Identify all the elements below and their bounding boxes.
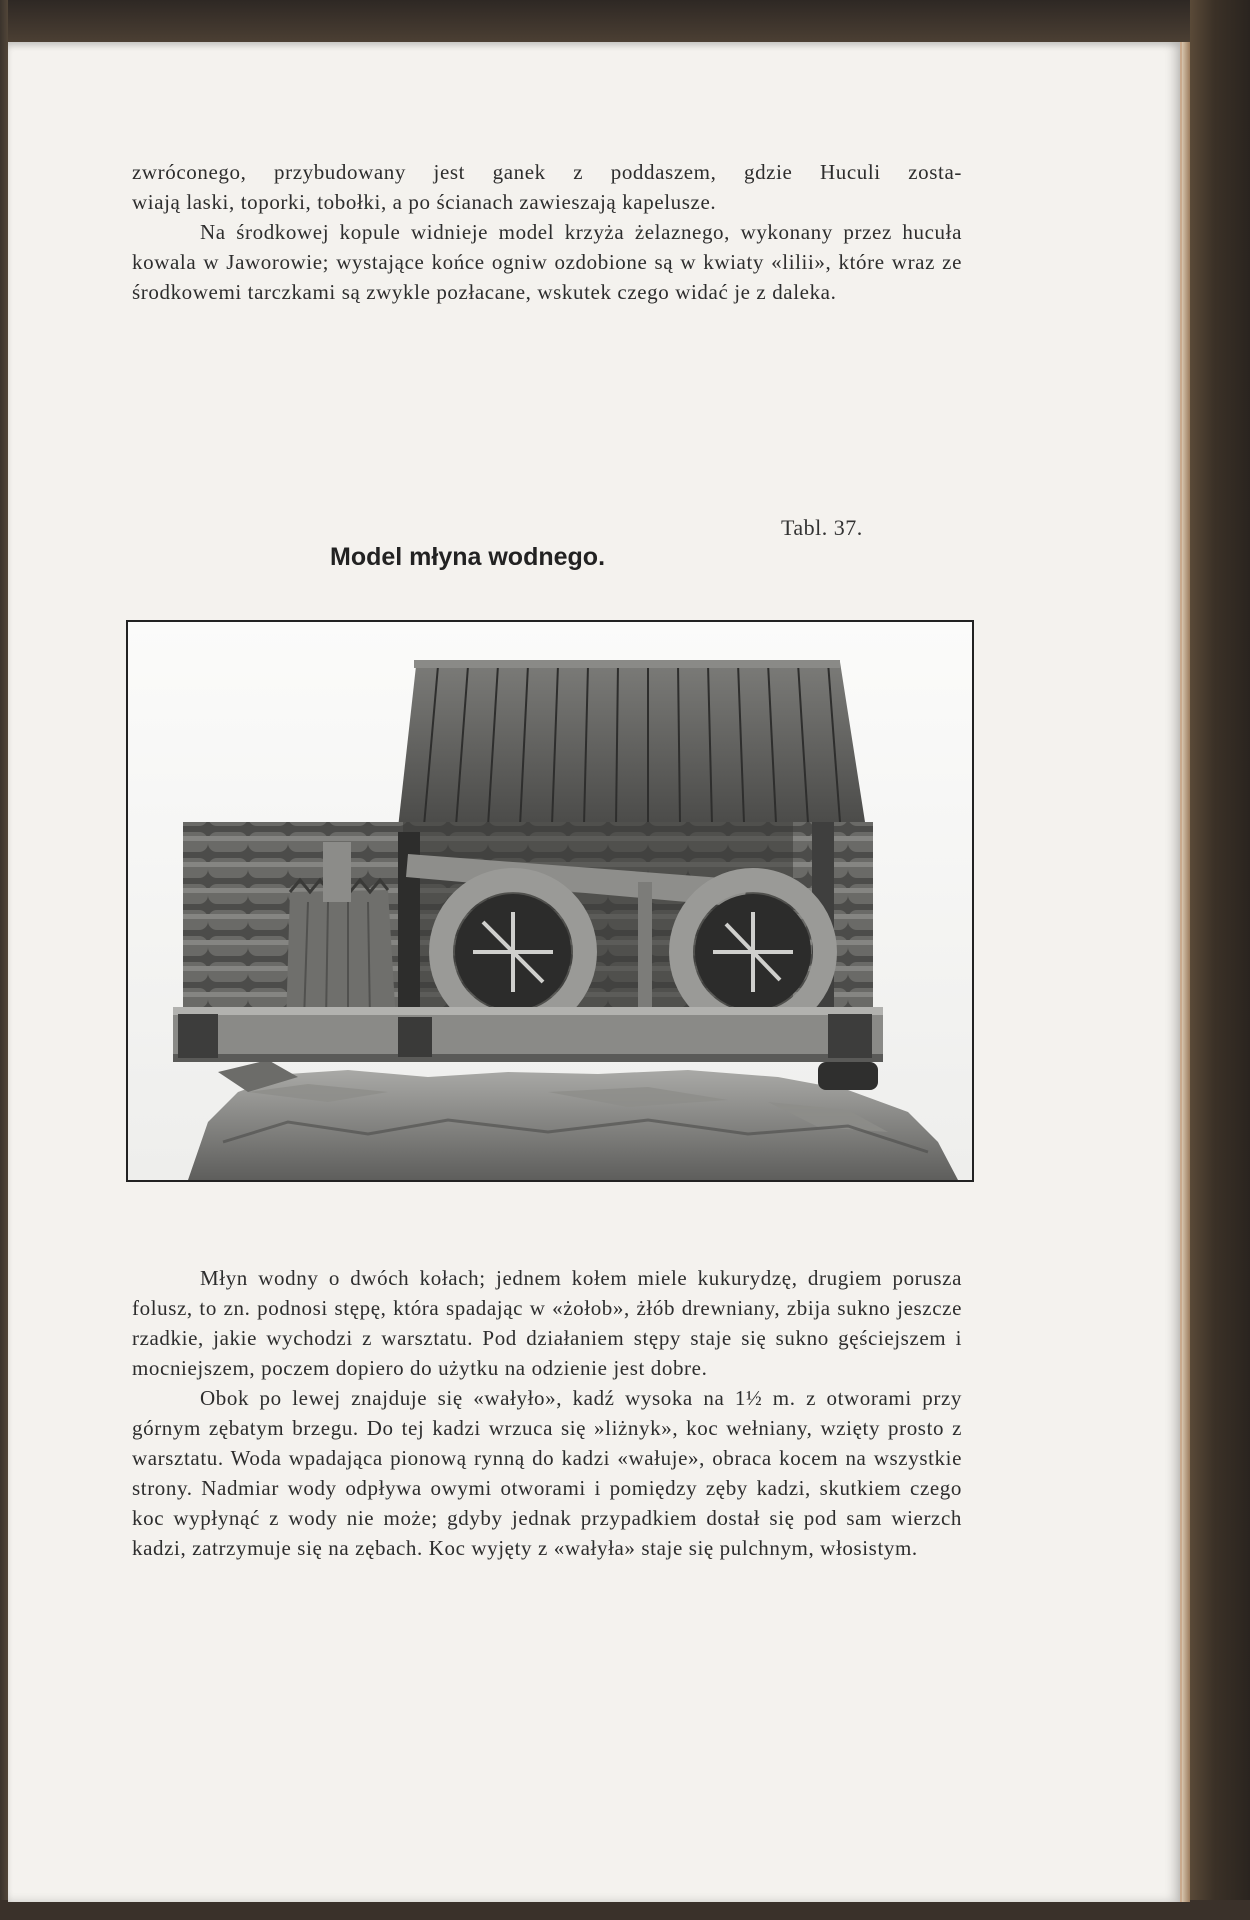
mill-model-photo: [126, 620, 974, 1182]
top-line-1: zwróconego, przybudowany jest ganek z poddaszem, gdzie Huculi zosta-: [132, 160, 962, 184]
water-wheel-left: [441, 880, 585, 1024]
figure-heading: Model młyna wodnego.: [330, 543, 606, 571]
page-edge: [1182, 42, 1190, 1902]
top-text-block: [132, 157, 962, 307]
mill-roof: [398, 662, 865, 828]
bottom-paragraph-2: Obok po lewej znajduje się «wałyło», kadź wysoka na 1½ m. z otworami przy górnym zębatym brzegu. Do tej kadzi wrzuca się »liżnyk», koc wełniany, wzięty prosto z warsztatu. Woda wpadająca pionową rynną do kadzi «wałuje», obraca kocem na wszystkie strony. Nadmiar wody odpływa owymi otworami i pomiędzy zęby kadzi, skutkiem czego koc wypłynąć z wody nie może; gdyby jednak przypadkiem dostał się pod sam wierzch kadzi, zatrzymuje się na zębach. Koc wyjęty z «wałyła» staje się pulchnym, włosistym.: [132, 1386, 962, 1560]
top-paragraph-2: Na środkowej kopule widnieje model krzyża żelaznego, wykonany przez hucuła kowala w Jaworowie; wystające końce ogniw ozdobione są w kwiaty «lilii», które wraz ze środkowemi tarczkami są zwykle pozłacane, wskutek czego widać je z daleka.: [132, 220, 962, 304]
mill-model-illustration: [128, 622, 972, 1180]
base-beam: [173, 1007, 883, 1062]
bottom-paragraph-1: Młyn wodny o dwóch kołach; jednem kołem miele kukurydzę, drugiem porusza folusz, to zn. podnosi stępę, która spadając w «żołob», żłób drewniany, zbija sukno jeszcze rzadkie, jakie wychodzi z warsztatu. Pod działaniem stępy staje się sukno gęściejszem i mocniejszem, poczem dopiero do użytku na odzienie jest dobre.: [132, 1266, 962, 1380]
bottom-text-block: [132, 1263, 962, 1563]
book-cover-bottom: [0, 1900, 1250, 1920]
walylo-vat: [286, 890, 396, 1024]
book-cover-right: [1190, 0, 1250, 1920]
rock-right: [818, 1062, 878, 1090]
book-cover-top: [0, 0, 1250, 42]
book-cover-left: [0, 0, 8, 1920]
water-wheel-right: [681, 880, 825, 1024]
plate-label: Tabl. 37.: [781, 515, 863, 540]
top-line-2: wiają laski, toporki, tobołki, a po ścianach zawieszają kapelusze.: [132, 190, 717, 214]
